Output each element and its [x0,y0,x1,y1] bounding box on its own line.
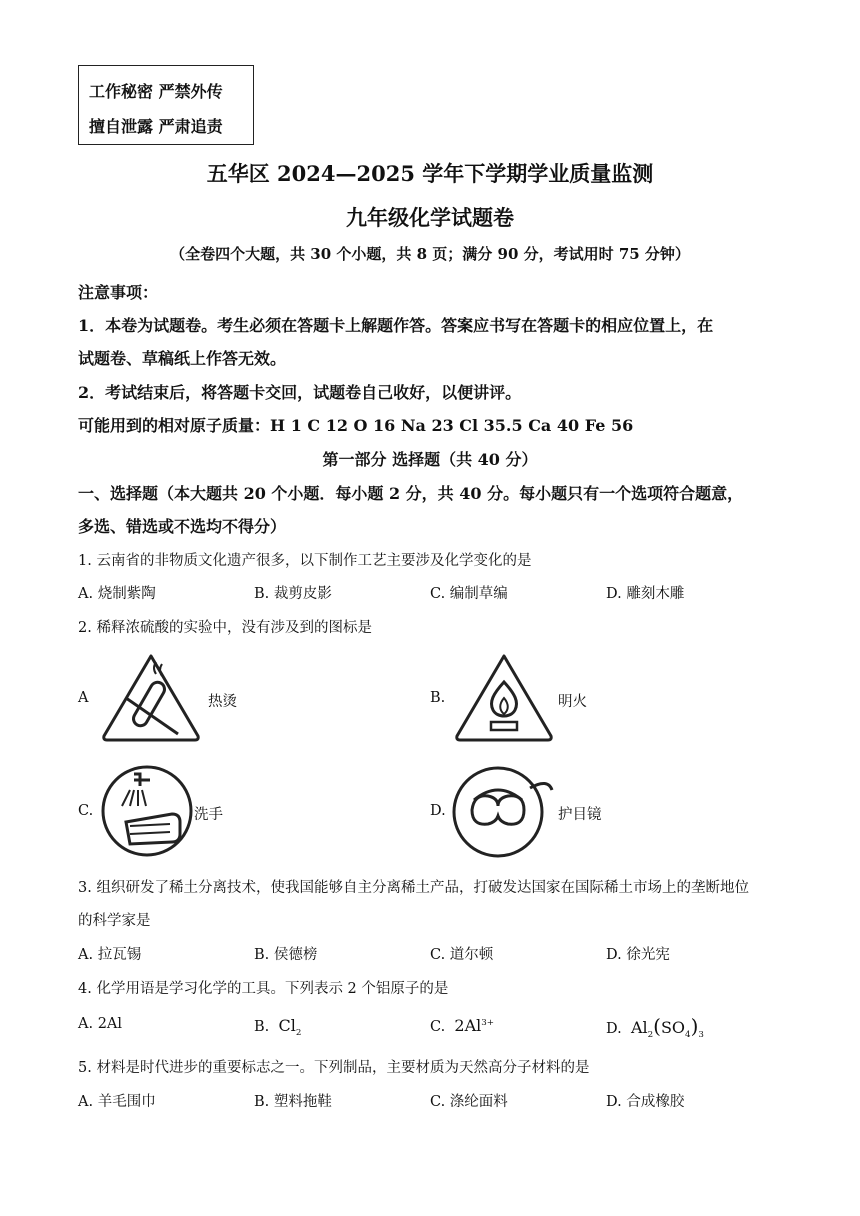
q4-option-c: C. $2Al^{3+}$ [430,1016,495,1035]
q5-option-c: C. 涤纶面料 [430,1094,508,1110]
q5-option-d: D. 合成橡胶 [606,1094,685,1110]
q2-option-b-label: 明火 [558,694,587,710]
atomic-mass: 可能用到的相对原子质量：H 1 C 12 O 16 Na 23 Cl 35.5 Ca 40 Fe 56 [78,416,634,435]
q3-option-a: A. 拉瓦锡 [78,947,142,963]
notice-line-2: 擅自泄露 严肃追责 [89,117,223,136]
q4-stem: 4. 化学用语是学习化学的工具。下列表示 2 个铝原子的是 [78,981,449,997]
section-1b: 多选、错选或不选均不得分） [78,517,287,536]
note-1a: 1．本卷为试题卷。考生必须在答题卡上解题作答。答案应书写在答题卡的相应位置上，在 [78,316,714,335]
q5-option-a: A. 羊毛围巾 [78,1094,156,1110]
q1-option-c: C. 编制草编 [430,586,508,602]
q2-option-c-letter: C. [78,803,94,819]
note-2: 2．考试结束后，将答题卡交回，试题卷自己收好，以便讲评。 [78,383,522,402]
q2-option-d-letter: D. [430,803,446,819]
note-1b: 试题卷、草稿纸上作答无效。 [78,349,287,368]
exam-title: 五华区 2024—2025 学年下学期学业质量监测 [206,161,654,186]
q4-option-d: D. $Al_2(SO_4)_3$ [606,1014,704,1040]
q3-option-d: D. 徐光宪 [606,947,670,963]
hot-surface-icon [100,652,202,748]
q3-option-c: C. 道尔顿 [430,947,494,963]
q4-option-b: B. $Cl_2$ [254,1016,302,1038]
q3-stem-b: 的科学家是 [78,913,151,929]
q5-stem: 5. 材料是时代进步的重要标志之一。下列制品，主要材质为天然高分子材料的是 [78,1060,590,1076]
q1-option-d: D. 雕刻木雕 [606,586,685,602]
q1-stem: 1. 云南省的非物质文化遗产很多，以下制作工艺主要涉及化学变化的是 [78,553,532,569]
q2-option-d-label: 护目镜 [558,807,602,823]
q2-option-a-letter: A [78,690,89,706]
q1-option-b: B. 裁剪皮影 [254,586,332,602]
confidential-notice-box [78,65,254,145]
notice-line-1: 工作秘密 严禁外传 [89,82,223,101]
open-flame-icon [453,652,555,748]
section-1a: 一、选择题（本大题共 20 个小题．每小题 2 分，共 40 分。每小题只有一个选项符合题意， [78,484,744,503]
q2-option-b-letter: B. [430,690,446,706]
hand-wash-icon [100,764,194,862]
q3-option-b: B. 侯德榜 [254,947,318,963]
q4-option-a: A. 2Al [78,1016,123,1032]
part1-heading: 第一部分 选择题（共 40 分） [322,450,538,469]
q1-option-a: A. 烧制紫陶 [78,586,156,602]
exam-info: （全卷四个大题，共 30 个小题，共 8 页；满分 90 分，考试用时 75 分钟） [170,245,690,263]
q2-option-c-label: 洗手 [194,807,223,823]
exam-subtitle: 九年级化学试题卷 [346,205,514,230]
q2-stem: 2. 稀释浓硫酸的实验中，没有涉及到的图标是 [78,620,372,636]
safety-goggles-icon [452,764,556,864]
q3-stem-a: 3. 组织研发了稀土分离技术，使我国能够自主分离稀土产品，打破发达国家在国际稀土市场上的垄断地位 [78,880,749,896]
notes-heading: 注意事项： [78,283,159,302]
q2-option-a-label: 热烫 [208,694,237,710]
q5-option-b: B. 塑料拖鞋 [254,1094,332,1110]
